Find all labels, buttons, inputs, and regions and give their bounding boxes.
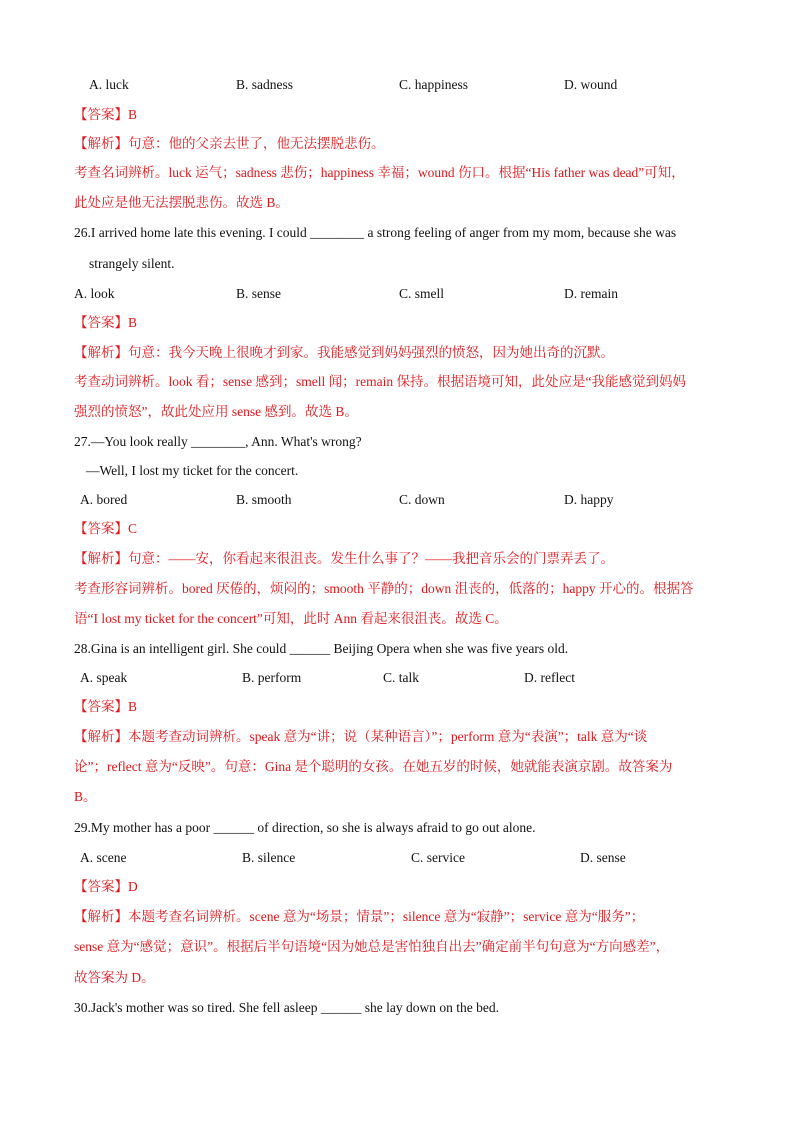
q26-analysis-line-3: 强烈的愤怒”，故此处应用 sense 感到。故选 B。 — [74, 404, 358, 419]
q25-answer: 【答案】B — [74, 107, 138, 122]
q26-option-b: B. sense — [236, 286, 281, 301]
q25-analysis-line-3: 此处应是他无法摆脱悲伤。故选 B。 — [74, 195, 289, 210]
q26-answer: 【答案】B — [74, 315, 138, 330]
q28-analysis-line-1: 【解析】本题考查动词辨析。speak 意为“讲；说（某种语言）”；perform 意为“表演”；talk 意为“谈 — [74, 729, 648, 744]
q29-option-c: C. service — [411, 850, 465, 865]
q26-stem-line-2: strangely silent. — [89, 256, 175, 271]
q27-answer: 【答案】C — [74, 521, 138, 536]
q26-analysis-line-1: 【解析】句意：我今天晚上很晚才到家。我能感觉到妈妈强烈的愤怒，因为她出奇的沉默。 — [74, 345, 614, 360]
q26-options — [0, 284, 800, 304]
q29-analysis-line-1: 【解析】本题考查名词辨析。scene 意为“场景；情景”；silence 意为“寂静”；service 意为“服务”； — [74, 909, 645, 924]
q28-analysis-line-3: B。 — [74, 789, 97, 804]
q27-option-a: A. bored — [80, 492, 128, 507]
q29-option-b: B. silence — [242, 850, 296, 865]
q28-analysis-line-2: 论”；reflect 意为“反映”。句意：Gina 是个聪明的女孩。在她五岁的时候，她就能表演京剧。故答案为 — [74, 759, 673, 774]
q27-analysis-line-1: 【解析】句意：——安，你看起来很沮丧。发生什么事了？——我把音乐会的门票弄丢了。 — [74, 551, 614, 566]
q29-analysis-line-3: 故答案为 D。 — [74, 970, 155, 985]
q25-analysis-line-1: 【解析】句意：他的父亲去世了，他无法摆脱悲伤。 — [74, 136, 385, 151]
q29-analysis-line-2: sense 意为“感觉；意识”。根据后半句语境“因为她总是害怕独自出去”确定前半句句意为“方向感差”， — [74, 939, 670, 954]
q29-answer: 【答案】D — [74, 879, 138, 894]
q25-analysis-line-2: 考查名词辨析。luck 运气；sadness 悲伤；happiness 幸福；wound 伤口。根据“His father was dead”可知， — [74, 165, 685, 180]
q27-stem-line-1: 27.—You look really ________, Ann. What's wrong? — [74, 434, 362, 449]
q28-stem: 28.Gina is an intelligent girl. She could ______ Beijing Opera when she was five years old. — [74, 641, 569, 656]
q26-option-a: A. look — [74, 286, 115, 301]
q26-stem-line-1: 26.I arrived home late this evening. I could ________ a strong feeling of anger from my mom, because she was — [74, 225, 677, 240]
q28-option-c: C. talk — [383, 670, 419, 685]
q26-option-c: C. smell — [399, 286, 445, 301]
q25-option-d: D. wound — [564, 77, 618, 92]
q28-option-d: D. reflect — [524, 670, 575, 685]
q25-options — [0, 75, 800, 95]
q29-stem: 29.My mother has a poor ______ of direction, so she is always afraid to go out alone. — [74, 820, 536, 835]
q27-option-d: D. happy — [564, 492, 614, 507]
q25-option-c: C. happiness — [399, 77, 468, 92]
q27-analysis-line-2: 考查形容词辨析。bored 厌倦的，烦闷的；smooth 平静的；down 沮丧的，低落的；happy 开心的。根据答 — [74, 581, 694, 596]
q30-stem: 30.Jack's mother was so tired. She fell asleep ______ she lay down on the bed. — [74, 1000, 499, 1015]
q28-option-a: A. speak — [80, 670, 128, 685]
q27-option-b: B. smooth — [236, 492, 292, 507]
q28-option-b: B. perform — [242, 670, 302, 685]
q29-options — [0, 848, 800, 868]
q26-analysis-line-2: 考查动词辨析。look 看；sense 感到；smell 闻；remain 保持。根据语境可知，此处应是“我能感觉到妈妈 — [74, 374, 686, 389]
q25-option-b: B. sadness — [236, 77, 293, 92]
q25-option-a: A. luck — [89, 77, 129, 92]
q26-option-d: D. remain — [564, 286, 618, 301]
q28-options — [0, 668, 800, 688]
q27-stem-line-2: —Well, I lost my ticket for the concert. — [86, 463, 299, 478]
q29-option-a: A. scene — [80, 850, 127, 865]
q27-option-c: C. down — [399, 492, 445, 507]
q29-option-d: D. sense — [580, 850, 626, 865]
q27-options — [0, 490, 800, 510]
q27-analysis-line-3: 语“I lost my ticket for the concert”可知，此时 Ann 看起来很沮丧。故选 C。 — [74, 611, 508, 626]
q28-answer: 【答案】B — [74, 699, 138, 714]
